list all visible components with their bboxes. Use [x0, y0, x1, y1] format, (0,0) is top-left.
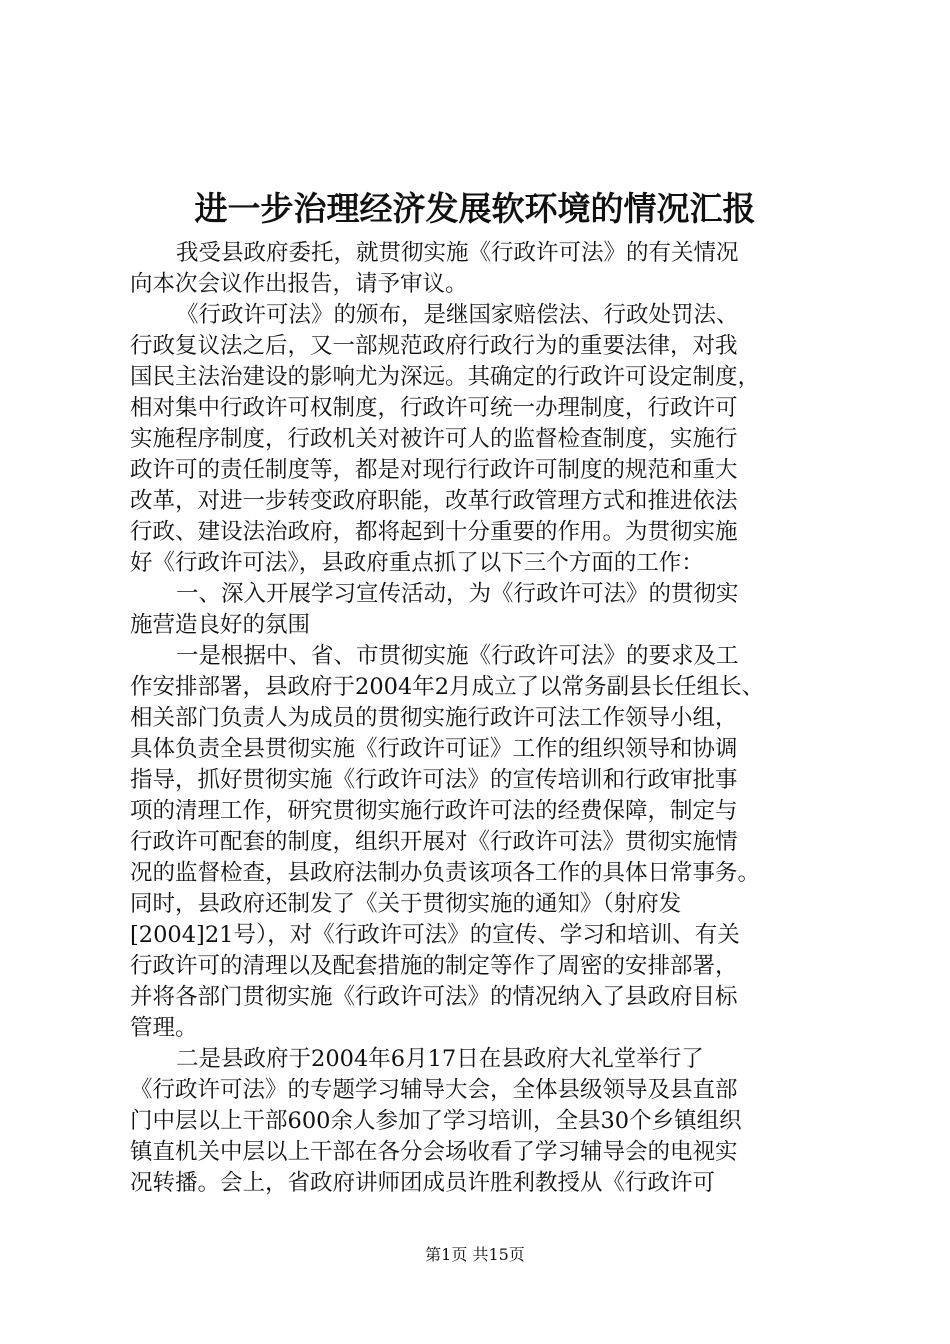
body-line: 管理。	[130, 1015, 198, 1041]
body-line: 镇直机关中层以上干部在各分会场收看了学习辅导会的电视实	[130, 1139, 738, 1165]
body-line: 二是县政府于2004年6月17日在县政府大礼堂举行了	[176, 1046, 704, 1072]
body-line: 相关部门负责人为成员的贯彻实施行政许可法工作领导小组，	[130, 705, 738, 731]
body-line: 国民主法治建设的影响尤为深远。其确定的行政许可设定制度，	[130, 364, 761, 390]
page-footer: 第1页 共15页	[425, 1245, 525, 1264]
body-line: 我受县政府委托，就贯彻实施《行政许可法》的有关情况	[176, 240, 739, 266]
body-line: 指导，抓好贯彻实施《行政许可法》的宣传培训和行政审批事	[130, 767, 738, 793]
document-title: 进一步治理经济发展软环境的情况汇报	[194, 189, 756, 228]
body-line: 《行政许可法》的专题学习辅导大会，全体县级领导及县直部	[130, 1077, 738, 1103]
body-line: 项的清理工作，研究贯彻实施行政许可法的经费保障，制定与	[130, 798, 738, 824]
body-line: 向本次会议作出报告，请予审议。	[130, 271, 468, 297]
body-line: 具体负责全县贯彻实施《行政许可证》工作的组织领导和协调	[130, 736, 738, 762]
body-line: 门中层以上干部600余人参加了学习培训，全县30个乡镇组织	[130, 1108, 742, 1134]
body-line: 改革，对进一步转变政府职能，改革行政管理方式和推进依法	[130, 488, 738, 514]
body-line: [2004]21号），对《行政许可法》的宣传、学习和培训、有关	[130, 922, 740, 948]
body-line: 况的监督检查，县政府法制办负责该项各工作的具体日常事务。	[130, 860, 761, 886]
body-line: 行政复议法之后，又一部规范政府行政行为的重要法律，对我	[130, 333, 738, 359]
body-line: 一、深入开展学习宣传活动，为《行政许可法》的贯彻实	[176, 581, 739, 607]
body-line: 行政许可配套的制度，组织开展对《行政许可法》贯彻实施情	[130, 829, 738, 855]
body-line: 相对集中行政许可权制度，行政许可统一办理制度，行政许可	[130, 395, 738, 421]
body-line: 况转播。会上，省政府讲师团成员许胜利教授从《行政许可	[130, 1170, 716, 1196]
body-line: 好《行政许可法》，县政府重点抓了以下三个方面的工作：	[130, 550, 704, 576]
body-line: 并将各部门贯彻实施《行政许可法》的情况纳入了县政府目标	[130, 984, 738, 1010]
body-line: 政许可的责任制度等，都是对现行行政许可制度的规范和重大	[130, 457, 738, 483]
body-line: 施营造良好的氛围	[130, 612, 311, 638]
body-line: 行政许可的清理以及配套措施的制定等作了周密的安排部署，	[130, 953, 738, 979]
body-line: 一是根据中、省、市贯彻实施《行政许可法》的要求及工	[176, 643, 739, 669]
document-body	[130, 238, 830, 1199]
body-line: 《行政许可法》的颁布，是继国家赔偿法、行政处罚法、	[176, 302, 739, 328]
body-line: 同时，县政府还制发了《关于贯彻实施的通知》（射府发	[130, 891, 682, 917]
body-line: 作安排部署，县政府于2004年2月成立了以常务副县长任组长、	[130, 674, 765, 700]
body-line: 实施程序制度，行政机关对被许可人的监督检查制度，实施行	[130, 426, 738, 452]
body-line: 行政、建设法治政府，都将起到十分重要的作用。为贯彻实施	[130, 519, 738, 545]
